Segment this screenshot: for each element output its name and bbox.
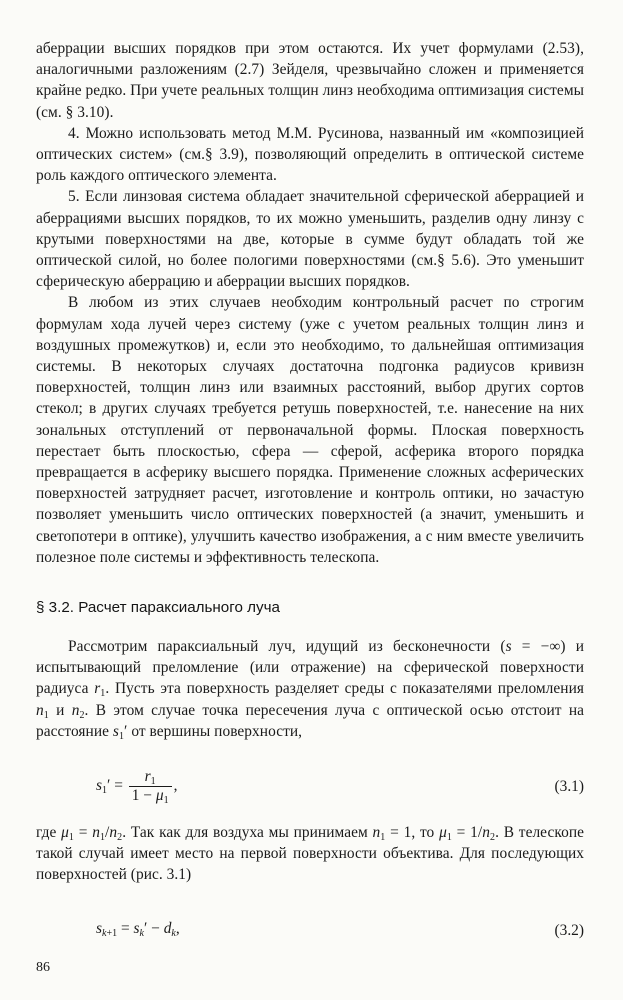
paragraph: Рассмотрим параксиальный луч, идущий из бесконечности (s = −∞) и испытывающий преломление (или отражение) на сферической поверхности радиуса $r_1$. Пусть эта поверхность разделяет среды с показателями преломления $n_1$ и $n_2$. В этом случае точка пересечения луча с оптической осью отстоит на расстояние $s_1'$ от вершины поверхности,: [36, 638, 585, 742]
body-text-section: [36, 636, 584, 742]
paragraph: 4. Можно использовать метод М.М. Русинова, названный им «композицией оптических систем» (см.§ 3.9), позволяющий определить в оптической системе роль каждого оптического элемента.: [36, 124, 584, 185]
body-text-top: [36, 38, 584, 568]
equation-number: (3.2): [554, 922, 584, 939]
page-number: 86: [36, 960, 50, 975]
formula: $s_1'$ = $\frac{r_1}{1 - \mu_1}$ ,: [96, 768, 178, 806]
paragraph: В любом из этих случаев необходим контрольный расчет по строгим формулам хода лучей через систему (уже с учетом реальных толщин линз и воздушных промежутков) и, если это необходимо, то дальнейшая оптимизация системы. В некоторых случаях достаточна подгонка радиусов кривизн поверхностей, толщин линз или взаимных расстояний, выбор других сортов стекол; в других случаях требуется ретушь поверхностей, т.е. нанесение на них зональных отступлений от первоначальной формы. Плоская поверхность перестает быть плоскостью, сфера — сферой, асферика второго порядка превращается в асферику высшего порядка. Применение сложных асферических поверхностей затрудняет расчет, изготовление и контроль оптики, но зачастую позволяет уменьшить число оптических поверхностей (а значит, уменьшить и светопотери в оптике), улучшить качество изображения, а с ним вместе увеличить полезное поле системы и эффективность телескопа.: [36, 294, 584, 566]
equation-3-2: [36, 912, 584, 952]
section-heading: § 3.2. Расчет параксиального луча: [36, 599, 280, 616]
formula: $s_{k+1} = s_k' - d_k$,: [96, 920, 180, 939]
equation-3-1: [36, 768, 584, 808]
equation-number: (3.1): [554, 778, 584, 795]
paragraph: 5. Если линзовая система обладает значительной сферической аберрацией и аберрациями высших порядков, то их можно уменьшить, разделив одну линзу с крутыми поверхностями на две, которые в сумме будут обладать той же оптической силой, но более пологими поверхностями (см.§ 5.6). Это уменьшит сферическую аберрацию и аберрации высших порядков.: [36, 188, 584, 291]
paragraph: где $\mu_1 = n_1/n_2$. Так как для воздуха мы принимаем $n_1 = 1$, то $\mu_1 = 1/n_2$. В телескопе такой случай имеет место на первой поверхности объектива. Для последующих поверхностей (рис. 3.1): [36, 824, 584, 884]
body-text-after-eq: [36, 822, 584, 886]
paragraph: аберрации высших порядков при этом остаются. Их учет формулами (2.53), аналогичными разложениям (2.7) Зейделя, чрезвычайно сложен и применяется крайне редко. При учете реальных толщин линз необходима оптимизация системы (см. § 3.10).: [36, 40, 584, 121]
